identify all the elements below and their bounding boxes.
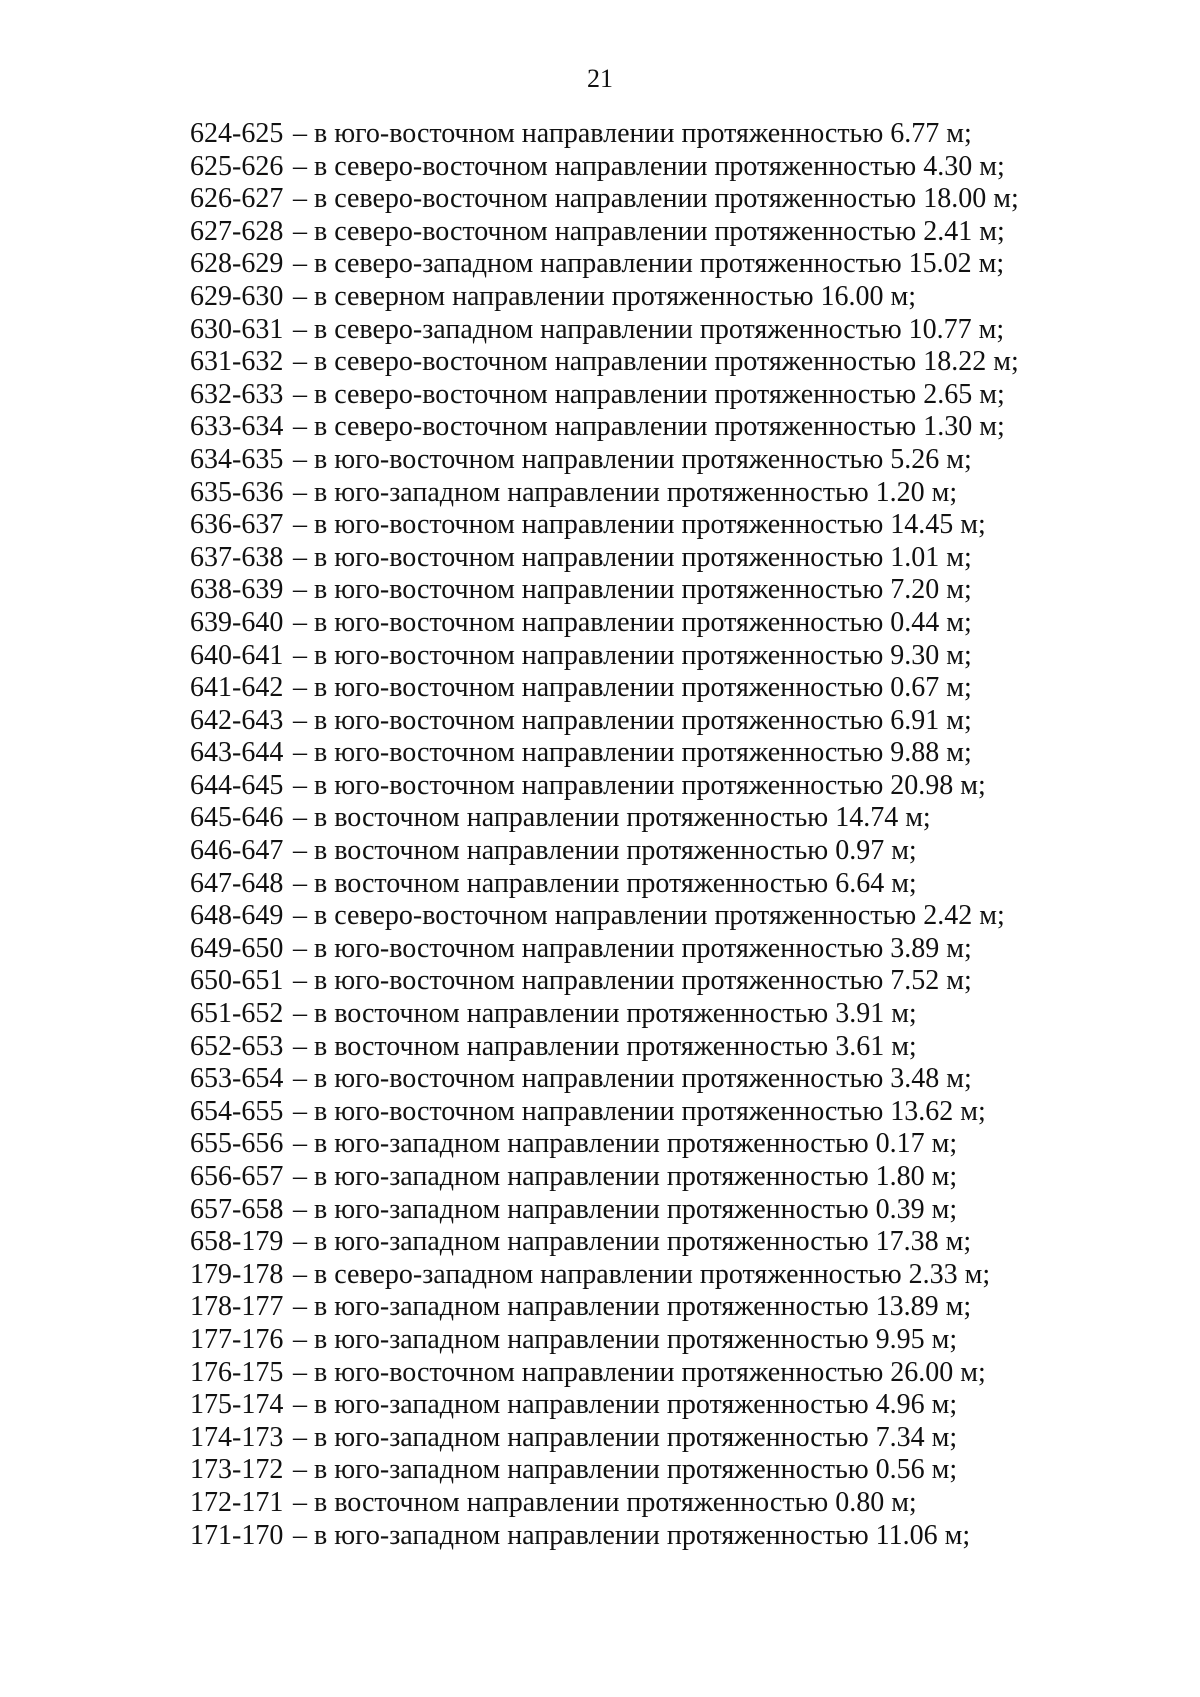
segment-description: – в юго-восточном направлении протяженностью 7.20 м; <box>286 574 972 606</box>
segment-points: 646-647 <box>190 835 284 867</box>
boundary-segment-line <box>190 248 1070 281</box>
segment-points: 650-651 <box>190 965 284 997</box>
segment-description: – в юго-западном направлении протяженностью 1.80 м; <box>286 1161 958 1192</box>
boundary-segment-line <box>190 705 1070 738</box>
boundary-segment-line <box>190 281 1070 314</box>
boundary-segment-line <box>190 509 1070 542</box>
segment-points: 647-648 <box>190 867 284 899</box>
segment-points: 632-633 <box>190 378 284 410</box>
segment-points: 176-175 <box>190 1356 284 1388</box>
segment-description: – в северо-восточном направлении протяженностью 2.41 м; <box>286 215 1005 247</box>
segment-description: – в юго-восточном направлении протяженностью 3.89 м; <box>286 932 972 964</box>
segment-points: 648-649 <box>190 900 284 932</box>
page-number: 21 <box>587 64 613 93</box>
boundary-segment-line <box>190 444 1070 477</box>
boundary-segment-line <box>190 933 1070 966</box>
segment-description: – в северо-восточном направлении протяженностью 4.30 м; <box>286 150 1005 182</box>
segment-description: – в юго-восточном направлении протяженностью 6.91 м; <box>286 704 972 736</box>
segment-description: – в восточном направлении протяженностью 6.64 м; <box>286 867 917 899</box>
segment-points: 179-178 <box>190 1258 284 1290</box>
segment-points: 642-643 <box>190 704 284 736</box>
segment-points: 629-630 <box>190 280 284 312</box>
boundary-segment-line <box>190 1389 1070 1422</box>
segment-description: – в северо-западном направлении протяженностью 10.77 м; <box>286 313 1005 345</box>
segment-description: – в юго-западном направлении протяженностью 0.17 м; <box>286 1128 958 1160</box>
segment-points: 636-637 <box>190 509 284 541</box>
segment-points: 628-629 <box>190 248 284 280</box>
segment-description: – в юго-восточном направлении протяженностью 26.00 м; <box>286 1356 986 1388</box>
boundary-segment-line <box>190 1161 1070 1194</box>
segment-description: – в юго-восточном направлении протяженностью 14.45 м; <box>286 509 986 541</box>
boundary-segment-line <box>190 477 1070 510</box>
segment-points: 178-177 <box>190 1291 284 1323</box>
segment-points: 644-645 <box>190 769 284 801</box>
boundary-segment-line <box>190 379 1070 412</box>
boundary-segment-line <box>190 542 1070 575</box>
segment-points: 641-642 <box>190 672 284 704</box>
segment-description: – в юго-западном направлении протяженностью 4.96 м; <box>286 1389 958 1421</box>
boundary-segment-line <box>190 607 1070 640</box>
segment-description: – в юго-западном направлении протяженностью 9.95 м; <box>286 1323 958 1355</box>
boundary-segment-line <box>190 1063 1070 1096</box>
boundary-segment-line <box>190 900 1070 933</box>
boundary-segment-line <box>190 1291 1070 1324</box>
boundary-segment-line <box>190 216 1070 249</box>
segment-points: 175-174 <box>190 1389 284 1421</box>
boundary-segment-line <box>190 640 1070 673</box>
boundary-segment-line <box>190 1357 1070 1390</box>
segment-description: – в северо-восточном направлении протяженностью 18.00 м; <box>286 183 1019 215</box>
segment-points: 652-653 <box>190 1030 284 1062</box>
segment-description: – в юго-восточном направлении протяженностью 3.48 м; <box>286 1063 972 1095</box>
boundary-segment-line <box>190 411 1070 444</box>
segment-description: – в юго-западном направлении протяженностью 17.38 м; <box>286 1226 972 1258</box>
segment-description: – в юго-восточном направлении протяженностью 13.62 м; <box>286 1095 986 1127</box>
segment-points: 655-656 <box>190 1128 284 1160</box>
segment-description: – в юго-западном направлении протяженностью 0.56 м; <box>286 1454 958 1486</box>
segment-points: 649-650 <box>190 932 284 964</box>
segment-description: – в юго-восточном направлении протяженностью 0.67 м; <box>286 672 972 704</box>
boundary-segment-line <box>190 802 1070 835</box>
segment-description: – в восточном направлении протяженностью 3.91 м; <box>286 998 917 1030</box>
segment-description: – в восточном направлении протяженностью 0.80 м; <box>286 1486 917 1518</box>
segment-description: – в восточном направлении протяженностью 3.61 м; <box>286 1030 917 1062</box>
segment-points: 658-179 <box>190 1226 284 1258</box>
segment-description: – в юго-западном направлении протяженностью 11.06 м; <box>286 1519 971 1551</box>
segment-points: 645-646 <box>190 802 284 834</box>
segment-points: 657-658 <box>190 1193 284 1225</box>
segment-points: 627-628 <box>190 215 284 247</box>
boundary-segment-line <box>190 1194 1070 1227</box>
boundary-segment-line <box>190 314 1070 347</box>
segment-points: 637-638 <box>190 541 284 573</box>
boundary-segment-line <box>190 1128 1070 1161</box>
boundary-segment-line <box>190 737 1070 770</box>
segment-description: – в юго-восточном направлении протяженностью 9.88 м; <box>286 737 972 769</box>
segment-description: – в северо-восточном направлении протяженностью 2.65 м; <box>286 378 1005 410</box>
boundary-segment-line <box>190 1454 1070 1487</box>
segment-description: – в юго-восточном направлении протяженностью 1.01 м; <box>286 541 972 573</box>
boundary-segment-line <box>190 1226 1070 1259</box>
boundary-segment-line <box>190 1324 1070 1357</box>
segment-points: 651-652 <box>190 998 284 1030</box>
segment-description: – в юго-западном направлении протяженностью 13.89 м; <box>286 1291 972 1323</box>
boundary-segment-line <box>190 868 1070 901</box>
segment-points: 177-176 <box>190 1323 284 1355</box>
segment-points: 631-632 <box>190 346 284 378</box>
segment-points: 634-635 <box>190 443 284 475</box>
segment-points: 639-640 <box>190 606 284 638</box>
segment-description: – в юго-восточном направлении протяженностью 20.98 м; <box>286 769 986 801</box>
segment-points: 173-172 <box>190 1454 284 1486</box>
boundary-segments-list <box>190 118 1070 1552</box>
segment-points: 626-627 <box>190 183 284 215</box>
segment-points: 171-170 <box>190 1519 284 1551</box>
segment-points: 624-625 <box>190 118 284 149</box>
boundary-segment-line <box>190 1031 1070 1064</box>
segment-description: – в северо-западном направлении протяженностью 15.02 м; <box>286 248 1005 280</box>
boundary-segment-line <box>190 1259 1070 1292</box>
segment-points: 638-639 <box>190 574 284 606</box>
boundary-segment-line <box>190 574 1070 607</box>
segment-description: – в юго-западном направлении протяженностью 7.34 м; <box>286 1421 958 1453</box>
boundary-segment-line <box>190 1520 1070 1553</box>
segment-description: – в юго-восточном направлении протяженностью 9.30 м; <box>286 639 972 671</box>
segment-points: 656-657 <box>190 1161 284 1192</box>
segment-description: – в северо-восточном направлении протяженностью 18.22 м; <box>286 346 1019 378</box>
boundary-segment-line <box>190 770 1070 803</box>
boundary-segment-line <box>190 1096 1070 1129</box>
boundary-segment-line <box>190 672 1070 705</box>
segment-points: 640-641 <box>190 639 284 671</box>
boundary-segment-line <box>190 183 1070 216</box>
segment-description: – в юго-восточном направлении протяженностью 5.26 м; <box>286 443 972 475</box>
boundary-segment-line <box>190 835 1070 868</box>
segment-description: – в восточном направлении протяженностью 14.74 м; <box>286 802 931 834</box>
segment-description: – в юго-восточном направлении протяженностью 0.44 м; <box>286 606 972 638</box>
segment-points: 643-644 <box>190 737 284 769</box>
segment-points: 633-634 <box>190 411 284 443</box>
segment-points: 630-631 <box>190 313 284 345</box>
boundary-segment-line <box>190 151 1070 184</box>
segment-description: – в восточном направлении протяженностью 0.97 м; <box>286 835 917 867</box>
segment-description: – в юго-восточном направлении протяженностью 6.77 м; <box>286 118 972 149</box>
segment-points: 172-171 <box>190 1486 284 1518</box>
segment-points: 625-626 <box>190 150 284 182</box>
segment-description: – в юго-западном направлении протяженностью 0.39 м; <box>286 1193 958 1225</box>
segment-points: 653-654 <box>190 1063 284 1095</box>
boundary-segment-line <box>190 1422 1070 1455</box>
segment-points: 174-173 <box>190 1421 284 1453</box>
boundary-segment-line <box>190 118 1070 151</box>
segment-points: 654-655 <box>190 1095 284 1127</box>
segment-description: – в северо-восточном направлении протяженностью 2.42 м; <box>286 900 1005 932</box>
boundary-segment-line <box>190 1487 1070 1520</box>
segment-description: – в северо-восточном направлении протяженностью 1.30 м; <box>286 411 1005 443</box>
segment-points: 635-636 <box>190 476 284 508</box>
segment-description: – в северном направлении протяженностью 16.00 м; <box>286 280 917 312</box>
segment-description: – в юго-западном направлении протяженностью 1.20 м; <box>286 476 958 508</box>
boundary-segment-line <box>190 998 1070 1031</box>
segment-description: – в северо-западном направлении протяженностью 2.33 м; <box>286 1258 991 1290</box>
boundary-segment-line <box>190 346 1070 379</box>
segment-description: – в юго-восточном направлении протяженностью 7.52 м; <box>286 965 972 997</box>
boundary-segment-line <box>190 965 1070 998</box>
